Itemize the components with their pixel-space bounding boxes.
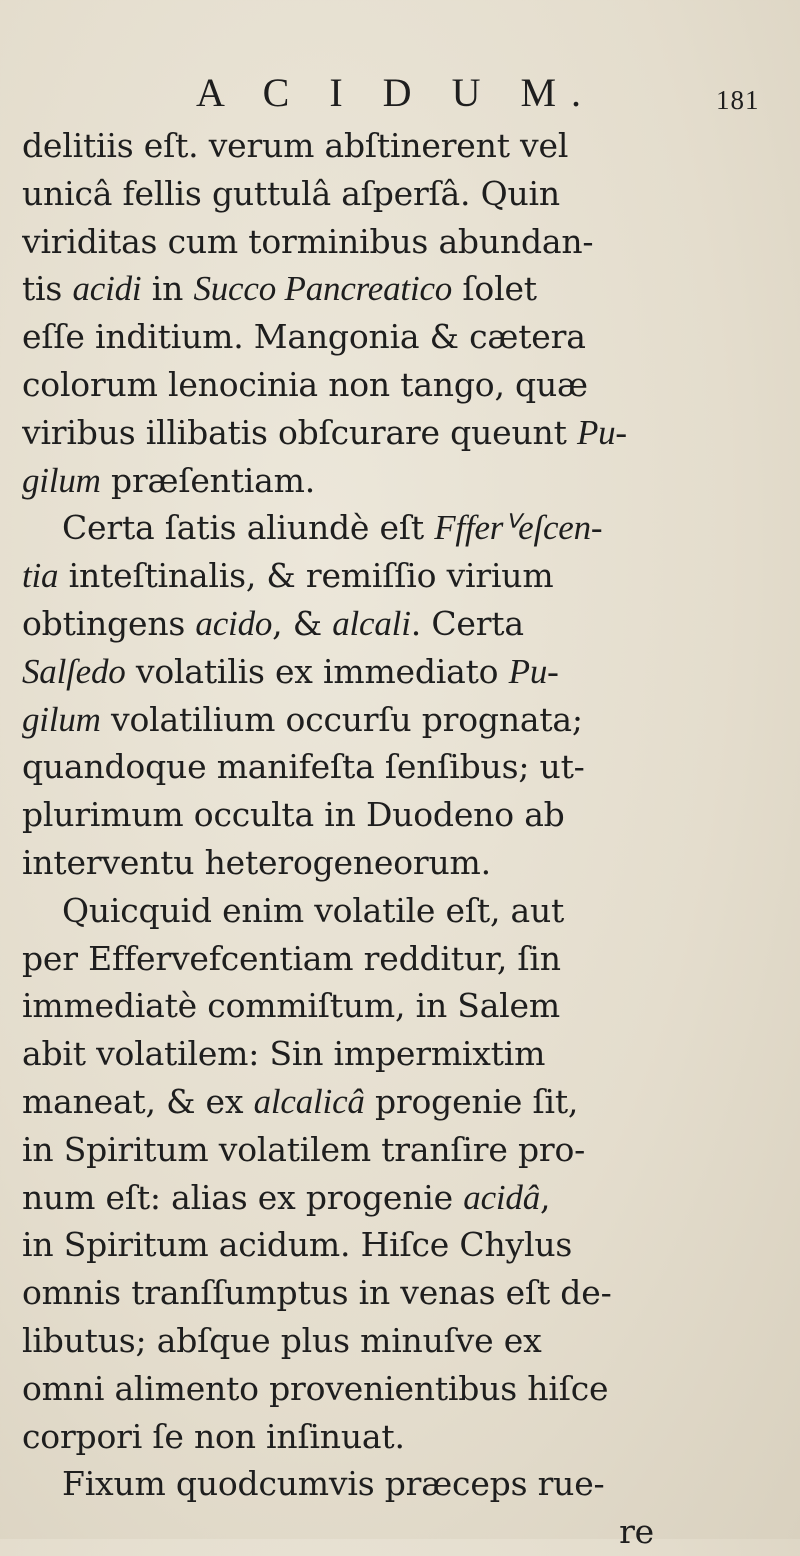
text-line: per Effervefcentiam redditur, ſin [22, 938, 561, 978]
text-line: obtingens acido, & alcali. Certa [22, 603, 524, 643]
text-line: omni alimento provenientibus hiſce [22, 1368, 609, 1408]
italic-term: acidâ [463, 1177, 541, 1217]
text-line: tia inteſtinalis, & remiſſio virium [22, 556, 554, 596]
italic-term: alcali [332, 603, 411, 643]
italic-term: acido [195, 603, 273, 643]
text-line: gilum volatilium occurſu prognata; [22, 699, 583, 739]
text-line: immediatè commiſtum, in Salem [22, 986, 560, 1026]
italic-term: Succo Pancreatico [193, 269, 453, 309]
italic-term: tia [22, 556, 59, 596]
italic-term: Pu- [576, 412, 627, 452]
text-line: unicâ fellis guttulâ aſperſâ. Quin [22, 173, 560, 213]
text-line: viriditas cum torminibus abundan- [22, 221, 594, 261]
text-line: interventu heterogeneorum. [22, 842, 491, 882]
text-line: tis acidi in Succo Pancreatico ſolet [22, 269, 537, 309]
text-line: delitiis eſt. verum abſtinerent vel [22, 126, 569, 165]
text-line: num eſt: alias ex progenie acidâ, [22, 1177, 551, 1217]
text-line: in Spiritum acidum. Hiſce Chylus [22, 1225, 573, 1265]
running-title: A C I D U M. [196, 70, 597, 115]
text-line: Fixum quodcumvis præceps rue- [62, 1464, 605, 1504]
text-line: omnis tranſſumptus in venas eſt de- [22, 1273, 612, 1313]
text-line: Certa ſatis aliundè eſt Ffferⱽeſcen- [62, 508, 603, 548]
text-line: gilum præſentiam. [22, 460, 316, 500]
text-line: eſſe inditium. Mangonia & cætera [22, 317, 586, 357]
italic-term: Salſedo [22, 651, 126, 691]
text-line: abit volatilem: Sin impermixtim [22, 1034, 546, 1074]
text-line: colorum lenocinia non tango, quæ [22, 364, 588, 404]
text-line: plurimum occulta in Duodeno ab [22, 795, 565, 835]
italic-term: Pu- [508, 651, 559, 691]
text-line: in Spiritum volatilem tranſire pro- [22, 1129, 586, 1169]
italic-term: Ffferⱽeſcen- [434, 508, 603, 548]
italic-term: gilum [22, 699, 101, 739]
text-line: viribus illibatis obſcurare queunt Pu- [22, 412, 627, 452]
text-line: libutus; abſque plus minuſve ex [22, 1320, 542, 1360]
page-number: 181 [716, 85, 760, 115]
text-line: maneat, & ex alcalicâ progenie ſit, [22, 1081, 579, 1121]
text-line: corpori ſe non inſinuat. [22, 1416, 405, 1456]
text-line: Salſedo volatilis ex immediato Pu- [22, 651, 559, 691]
italic-term: acidi [72, 269, 142, 309]
running-head [0, 68, 800, 118]
text-line: re [619, 1512, 654, 1552]
italic-term: alcalicâ [253, 1081, 365, 1121]
text-line: Quicquid enim volatile eſt, aut [62, 890, 565, 930]
italic-term: gilum [22, 460, 101, 500]
text-line: quandoque manifeſta ſenſibus; ut- [22, 747, 585, 787]
body-text [22, 122, 782, 1556]
